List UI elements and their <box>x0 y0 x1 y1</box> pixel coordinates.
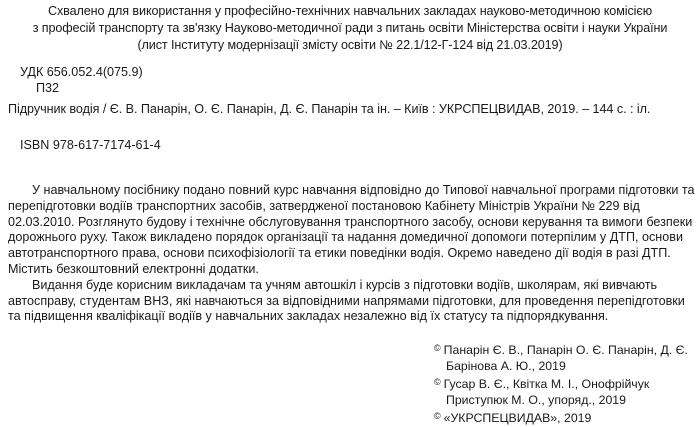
copyright-entry-1-line-1: Панарін Є. В., Панарін О. Є. Панарін, Д. Є. <box>443 343 688 357</box>
copyright-symbol: © <box>434 410 441 421</box>
approval-line-2: з професій транспорту та зв'язку Науково-методичної ради з питань освіти Міністерства освіти і науки України <box>32 21 668 35</box>
copyright-entry-1-line-2: Барінова А. Ю., 2019 <box>446 358 566 373</box>
abstract-paragraph-1: У навчальному посібнику подано повний курс навчання відповідно до Типової навчальної програми підготовки та перепідготовки водіїв транспортних засобів, затвердженої постановою Кабінету Міністрів України № 229 від 02.03.2010. Розглянуто будову і технічне обслуговування транспортного засобу, основи керування та вимоги безпеки дорожнього руху. Також викладено порядок організації та надання домедичної допомоги потерпілим у ДТП, основи автотранспортного права, основи психофізіології та етики поведінки водія. Окремо наведено дії водія в разі ДТП. Містить безкоштовний електронні додатки. <box>8 183 695 276</box>
isbn: ISBN 978-617-7174-61-4 <box>20 138 161 152</box>
abstract-paragraph-2: Видання буде корисним викладачам та учням автошкіл і курсів з підготовки водіїв, школярам, які вивчають автосправу, студентам ВНЗ, які навчаються за відповідними напрямами підготовки, для проведення перепідготовки та підвищення кваліфікації водіїв у навчальних закладах незалежно від їх статусу та підпорядкування. <box>8 277 685 324</box>
copyright-entry-1 <box>434 341 696 359</box>
approval-statement <box>0 3 700 54</box>
copyright-symbol: © <box>434 376 441 387</box>
udc-code: УДК 656.052.4(075.9) <box>20 65 143 79</box>
author-code: П32 <box>36 81 60 95</box>
copyright-entry-2-line-1: Гусар В. Є., Квітка М. І., Онофрійчук <box>443 376 650 391</box>
copyright-entry-3 <box>434 409 696 427</box>
copyright-entry-3-line-1: «УКРСПЕЦВИДАВ», 2019 <box>443 410 592 425</box>
copyright-entry-2 <box>434 375 696 393</box>
abstract <box>8 183 698 325</box>
approval-line-1: Схвалено для використання у професійно-технічних навчальних закладах науково-методичною комісією <box>47 4 653 18</box>
copyright-symbol: © <box>434 343 441 353</box>
approval-line-3: (лист Інституту модернізації змісту освіти № 22.1/12-Г-124 від 21.03.2019) <box>137 38 563 52</box>
copyright-block <box>434 341 696 427</box>
bibliographic-record: Підручник водія / Є. В. Панарін, О. Є. Панарін, Д. Є. Панарін та ін. – Київ : УКРСПЕЦВИДАВ, 2019. – 144 с. : іл. <box>8 102 651 116</box>
copyright-entry-2-line-2: Приступюк М. О., упоряд., 2019 <box>446 392 626 407</box>
